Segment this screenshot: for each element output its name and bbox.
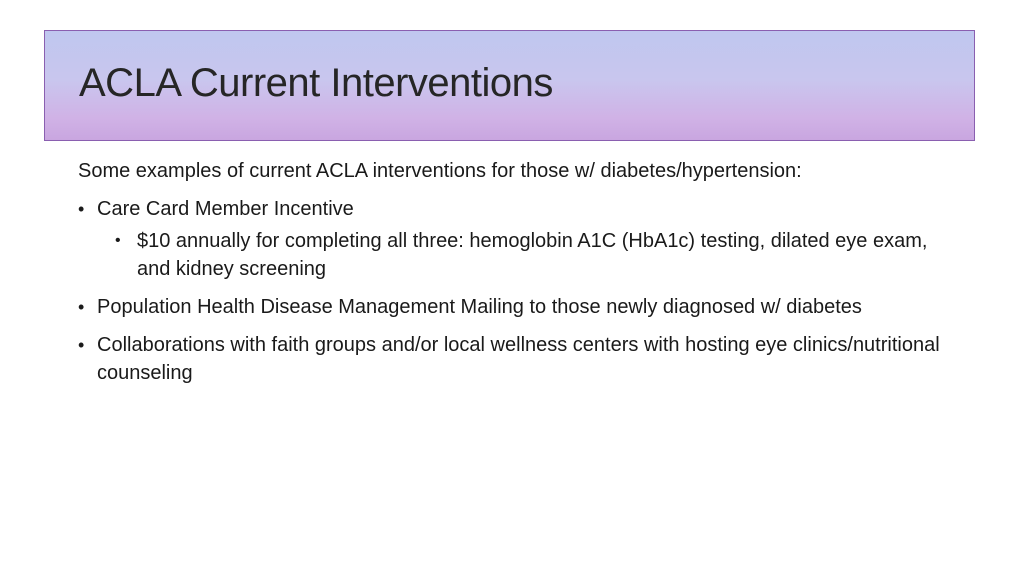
bullet-text: Population Health Disease Management Mailing to those newly diagnosed w/ diabetes xyxy=(97,296,862,318)
slide-body xyxy=(78,157,958,397)
bullet-icon: • xyxy=(78,199,85,219)
sub-bullet-item-incentive xyxy=(97,227,958,283)
bullet-icon: • xyxy=(115,232,121,249)
bullet-icon: • xyxy=(78,335,85,355)
intro-text: Some examples of current ACLA interventions for those w/ diabetes/hypertension: xyxy=(78,160,802,182)
bullet-text: Care Card Member Incentive xyxy=(97,198,354,220)
sub-bullet-list xyxy=(97,227,958,283)
bullet-list xyxy=(78,195,958,387)
bullet-icon: • xyxy=(78,297,85,317)
title-banner xyxy=(44,30,975,141)
sub-bullet-text: $10 annually for completing all three: hemoglobin A1C (HbA1c) testing, dilated eye exam, and kidney screening xyxy=(137,230,928,280)
bullet-item-care-card xyxy=(78,195,958,283)
slide-title: ACLA Current Interventions xyxy=(79,61,553,105)
bullet-item-collaborations xyxy=(78,331,958,387)
bullet-text: Collaborations with faith groups and/or local wellness centers with hosting eye clinics/nutritional counseling xyxy=(97,334,940,384)
bullet-item-mailing xyxy=(78,293,958,321)
